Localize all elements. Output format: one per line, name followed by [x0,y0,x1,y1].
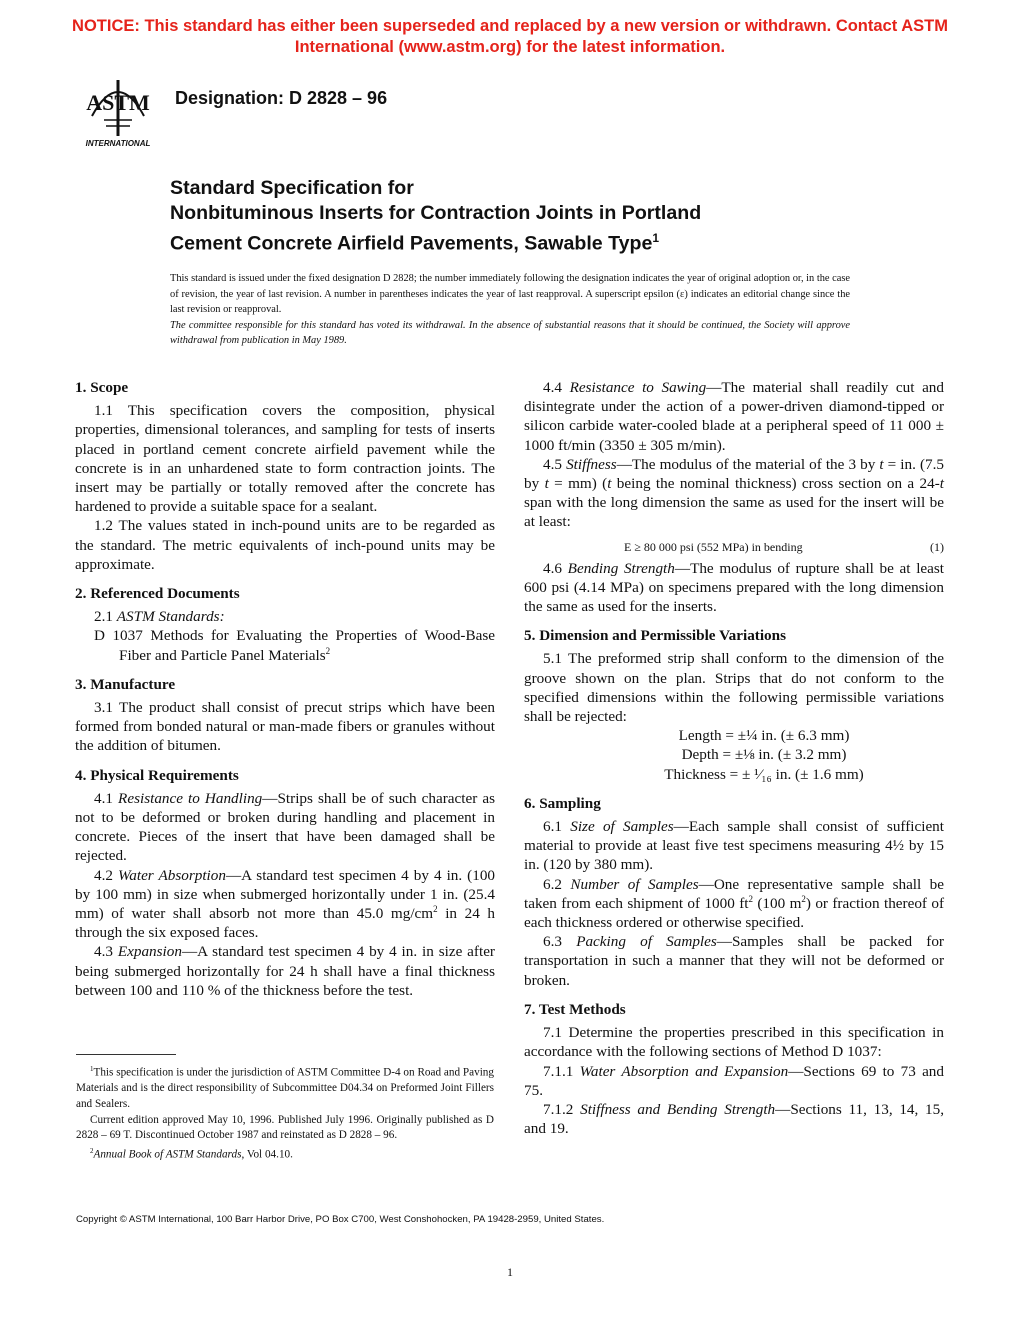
para-1-2: 1.2 The values stated in inch-pound units are to be regarded as the standard. The metric equivalents of inch-pound units may be approximate. [75,517,495,573]
logo-letters: ASTM [86,90,150,115]
section-4-heading: 4. Physical Requirements [75,766,239,784]
tolerance-thickness: Thickness = ± ¹⁄₁₆ in. (± 1.6 mm) [664,765,864,783]
para-6-1: 6.1 Size of Samples—Each sample shall consist of sufficient material to provide at least five test specimens measuring 4½ by 15 in. (120 by 380 mm). [524,818,944,874]
para-4-3: 4.3 Expansion—A standard test specimen 4 by 4 in. in size after being submerged horizontally for 24 h shall have a final thickness between 100 and 110 % of the thickness before the test. [75,943,495,999]
para-7-1: 7.1 Determine the properties prescribed in this specification in accordance with the following sections of Method D 1037: [524,1024,944,1061]
logo-international: INTERNATIONAL [85,139,151,148]
para-1-1: 1.1 This specification covers the composition, physical properties, dimensional tolerances, and sampling for tests of inserts placed in portland cement concrete airfield pavement while the concrete is in an unhardened state to form contraction joints. The insert may be partially or totally removed after the concrete has hardened to provide a suitable space for a sealant. [75,402,495,516]
section-5-heading: 5. Dimension and Permissible Variations [524,627,787,645]
designation: Designation: D 2828 – 96 [175,88,388,108]
title-line-2: Nonbituminous Inserts for Contraction Joints in Portland [170,202,702,224]
para-4-4: 4.4 Resistance to Sawing—The material shall readily cut and disintegrate under the action of a power-driven diamond-tipped or silicon carbide water-cooled blade at a peripheral speed of 11 000 ± 1000 ft/min (3350 ± 305 m/min). [524,379,944,454]
para-3-1: 3.1 The product shall consist of precut strips which have been formed from bonded natural or man-made fibers or granules without the addition of bitumen. [75,699,495,755]
para-2-1: 2.1 ASTM Standards: [94,608,225,626]
para-7-1-1: 7.1.1 Water Absorption and Expansion—Sections 69 to 73 and 75. [524,1062,944,1099]
section-2-heading: 2. Referenced Documents [75,585,240,603]
footnote-divider [76,1054,176,1055]
tolerance-depth: Depth = ±⅛ in. (± 3.2 mm) [681,746,847,764]
left-column [75,378,495,1000]
footnote-1-edition: Current edition approved May 10, 1996. Published July 1996. Originally published as D 2828 – 69 T. Discontinued October 1987 and reinstated as D 2828 – 96. [76,1113,494,1142]
equation-number: (1) [930,539,944,554]
para-6-3: 6.3 Packing of Samples—Samples shall be packed for transportation in such a manner that they will not be deformed or broken. [524,933,944,989]
footnote-2: $^2$Annual Book of ASTM Standards, Vol 04.10. [90,1146,293,1161]
issuance-text: This standard is issued under the fixed designation D 2828; the number immediately following the designation indicates the year of original adoption or, in the case of revision, the year of last revision. A number in parentheses indicates the year of last reapproval. A superscript epsilon (ε) indicates an editorial change since the last revision or reapproval. [170,273,851,316]
tolerance-list [524,726,944,784]
section-6-heading: 6. Sampling [524,794,601,812]
reference-d1037: D 1037 Methods for Evaluating the Properties of Wood-Base Fiber and Particle Panel Materials$^2$ [94,627,495,664]
title-line-1: Standard Specification for [170,177,414,199]
equation-1 [524,532,944,559]
astm-logo-icon [74,76,162,152]
para-5-1: 5.1 The preformed strip shall conform to the dimension of the groove shown on the plan. Strips that do not conform to the specified dimensions within the following permissible variations shall be rejected: [524,650,944,726]
footnote-1: $^1$This specification is under the jurisdiction of ASTM Committee D-4 on Road and Paving Materials and is the direct responsibility of Subcommittee D04.34 on Preformed Joint Fillers and Sealers. [76,1065,494,1110]
title-line-3: Cement Concrete Airfield Pavements, Sawable Type$^1$ [170,231,660,255]
section-3-heading: 3. Manufacture [75,675,176,693]
notice-line-2: International (www.astm.org) for the latest information. [294,38,726,56]
issuance-note [170,271,850,349]
section-7-heading: 7. Test Methods [524,1000,626,1018]
equation-expression: E ≥ 80 000 psi (552 MPa) in bending [624,539,803,554]
para-4-2: 4.2 Water Absorption—A standard test specimen 4 by 4 in. (100 by 100 mm) in size when submerged horizontally under 1 in. (25.4 mm) of water shall absorb not more than 45.0 $mg/cm^2$ in 24 h through the six exposed faces. [75,866,496,942]
page-number: 1 [507,1265,513,1279]
section-1-heading: 1. Scope [75,379,129,396]
para-6-2: 6.2 Number of Samples—One representative sample shall be taken from each shipment of 1000 $ft^2$ (100 $m^2$) or fraction thereof of each thickness ordered or otherwise specified. [524,875,945,932]
notice-line-1: NOTICE: This standard has either been superseded and replaced by a new version or withdrawn. Contact ASTM [72,17,948,35]
para-7-1-2: 7.1.2 Stiffness and Bending Strength—Sections 11, 13, 14, 15, and 19. [524,1100,944,1138]
withdrawal-notice [0,16,1020,58]
right-column [524,378,944,1138]
para-4-1: 4.1 Resistance to Handling—Strips shall be of such character as not to be deformed or broken during handling and placement in concrete. Pieces of the insert that have been damaged shall be rejected. [75,789,496,865]
standard-title [170,176,870,257]
withdrawal-text: The committee responsible for this standard has voted its withdrawal. In the absence of substantial reasons that it should be continued, the Society will approve withdrawal from publication in May 1989. [170,319,850,347]
para-4-5: 4.5 Stiffness—The modulus of the material of the 3 by t = in. (7.5 by t = mm) (t being the nominal thickness) cross section on a 24-t span with the long dimension the same as used for the insert will be at least: [524,455,945,531]
title-footnote-mark: 1 [652,231,660,245]
tolerance-length: Length = ±¼ in. (± 6.3 mm) [678,727,850,745]
footnotes [76,1062,494,1163]
copyright-line: Copyright © ASTM International, 100 Barr Harbor Drive, PO Box C700, West Conshohocken, PA 19428-2959, United States. [76,1214,605,1225]
para-4-6: 4.6 Bending Strength—The modulus of rupture shall be at least 600 psi (4.14 MPa) on specimens prepared with the long dimension the same as used for the inserts. [524,559,945,616]
